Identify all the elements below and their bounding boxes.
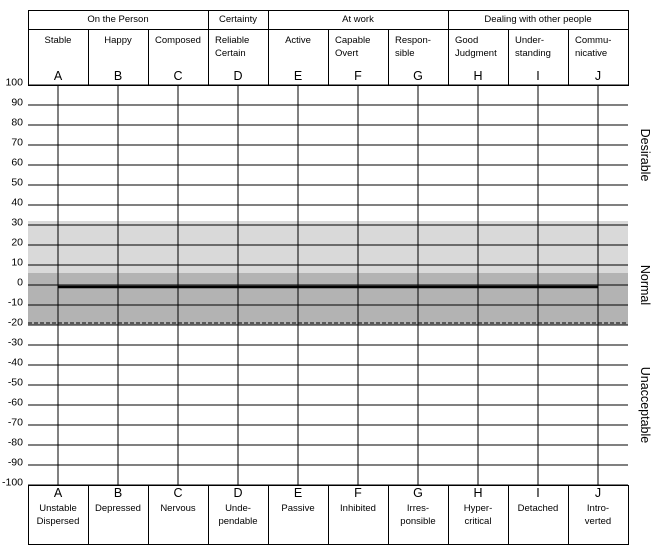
group-label-1: Certainty <box>218 14 258 25</box>
column-top-label-B: Happy <box>104 35 132 46</box>
y-tick-label-60: 60 <box>11 156 23 169</box>
column-letter-top-C: C <box>173 69 183 83</box>
group-label-3: Dealing with other people <box>484 14 592 25</box>
y-tick-label-90: 90 <box>11 96 23 109</box>
y-tick-label--50: -50 <box>7 376 23 389</box>
column-letter-bottom-C: C <box>173 486 183 500</box>
zone-label-unacceptable: Unacceptable <box>638 366 652 444</box>
column-letter-bottom-A: A <box>53 486 63 500</box>
group-label-2: At work <box>342 14 374 25</box>
column-top-label-F: Overt <box>335 48 359 59</box>
column-bottom-label-F: Inhibited <box>340 503 376 514</box>
column-letter-top-J: J <box>594 69 602 83</box>
column-letter-bottom-B: B <box>113 486 123 500</box>
y-tick-label-30: 30 <box>11 216 23 229</box>
column-top-label-F: Capable <box>335 35 371 46</box>
y-tick-label--70: -70 <box>7 416 23 429</box>
column-letter-bottom-D: D <box>233 486 243 500</box>
column-bottom-label-G: Irres- <box>406 503 430 514</box>
column-bottom-label-D: Unde- <box>225 503 251 514</box>
column-letter-bottom-G: G <box>413 486 423 500</box>
column-top-label-D: Reliable <box>215 35 250 46</box>
column-letter-bottom-I: I <box>536 486 540 500</box>
y-tick-label--60: -60 <box>7 396 23 409</box>
column-top-label-H: Good <box>455 35 479 46</box>
y-tick-label--100: -100 <box>1 476 23 489</box>
column-bottom-label-H: critical <box>464 516 492 527</box>
column-top-label-C: Composed <box>155 35 201 46</box>
zone-label-desirable: Desirable <box>638 128 652 182</box>
zone-label-normal: Normal <box>638 264 652 306</box>
y-tick-label--20: -20 <box>7 316 23 329</box>
y-tick-label-50: 50 <box>11 176 23 189</box>
column-letter-bottom-H: H <box>473 486 483 500</box>
y-tick-label--30: -30 <box>7 336 23 349</box>
column-top-label-I: standing <box>515 48 551 59</box>
column-bottom-label-B: Depressed <box>95 503 141 514</box>
y-tick-label--80: -80 <box>7 436 23 449</box>
column-bottom-label-J: verted <box>584 516 612 527</box>
column-bottom-label-J: Intro- <box>586 503 610 514</box>
column-top-label-I: Under- <box>515 35 545 46</box>
y-tick-label--90: -90 <box>7 456 23 469</box>
column-letter-bottom-F: F <box>354 486 362 500</box>
column-bottom-label-D: pendable <box>218 516 258 527</box>
column-top-label-J: nicative <box>575 48 608 59</box>
column-letter-top-G: G <box>413 69 423 83</box>
column-bottom-label-A: Unstable <box>39 503 77 514</box>
column-bottom-label-G: ponsible <box>400 516 436 527</box>
column-bottom-label-H: Hyper- <box>463 503 493 514</box>
column-top-label-H: Judgment <box>455 48 497 59</box>
column-top-label-A: Stable <box>44 35 72 46</box>
column-bottom-label-I: Detached <box>517 503 559 514</box>
y-tick-label-20: 20 <box>11 236 23 249</box>
column-letter-bottom-E: E <box>293 486 303 500</box>
y-tick-label-80: 80 <box>11 116 23 129</box>
column-bottom-label-C: Nervous <box>160 503 196 514</box>
column-bottom-label-A: Dispersed <box>36 516 80 527</box>
column-letter-top-D: D <box>233 69 243 83</box>
column-top-label-D: Certain <box>215 48 246 59</box>
group-label-0: On the Person <box>87 14 149 25</box>
y-tick-label--40: -40 <box>7 356 23 369</box>
column-top-label-J: Commu- <box>575 35 612 46</box>
y-tick-label-10: 10 <box>11 256 23 269</box>
column-letter-top-B: B <box>113 69 123 83</box>
column-letter-top-F: F <box>354 69 362 83</box>
column-letter-bottom-J: J <box>594 486 602 500</box>
y-tick-label-0: 0 <box>17 276 23 289</box>
y-tick-label-70: 70 <box>11 136 23 149</box>
y-tick-label-40: 40 <box>11 196 23 209</box>
column-letter-top-I: I <box>536 69 540 83</box>
y-tick-label--10: -10 <box>7 296 23 309</box>
column-letter-top-A: A <box>53 69 63 83</box>
column-top-label-G: Respon- <box>395 35 431 46</box>
column-bottom-label-E: Passive <box>281 503 315 514</box>
column-letter-top-H: H <box>473 69 483 83</box>
column-top-label-G: sible <box>395 48 415 59</box>
y-tick-label-100: 100 <box>5 76 23 89</box>
column-letter-top-E: E <box>293 69 303 83</box>
column-top-label-E: Active <box>285 35 311 46</box>
